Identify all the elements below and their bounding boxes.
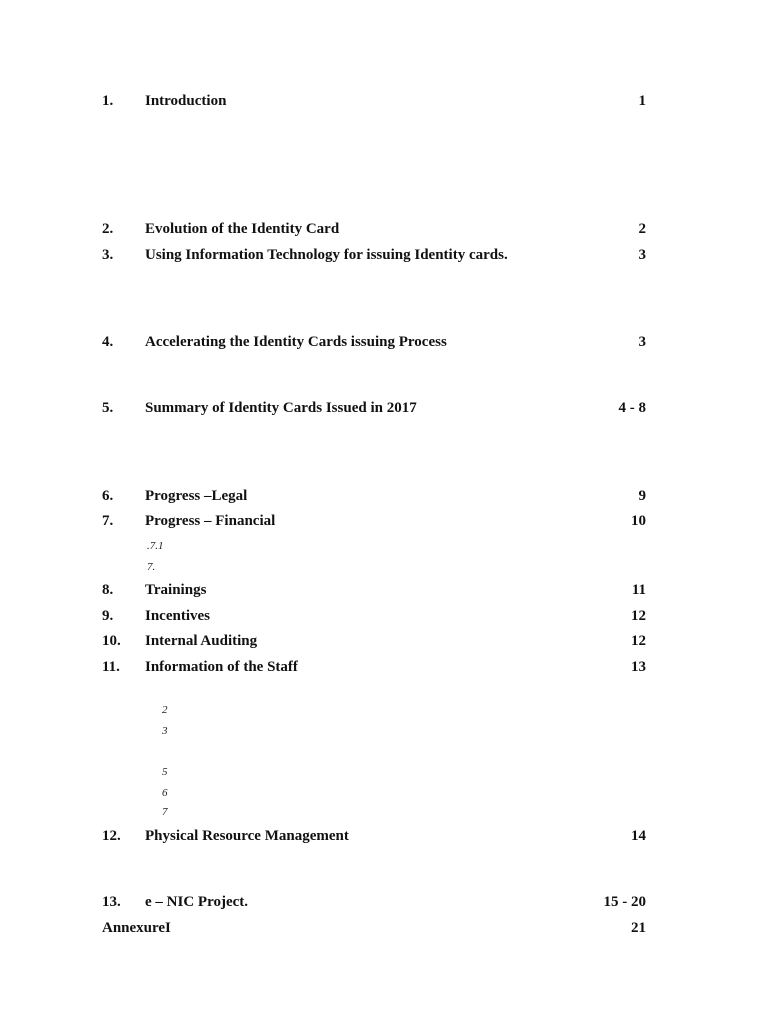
annexure-page: 21 [631, 920, 646, 936]
toc-number: 1. [102, 93, 114, 109]
toc-page: 3 [638, 334, 646, 350]
toc-page: 15 - 20 [603, 894, 646, 910]
toc-page: 12 [631, 633, 646, 649]
toc-title: Physical Resource Management [145, 828, 349, 844]
toc-title: Accelerating the Identity Cards issuing Process [145, 334, 447, 350]
toc-number: 13. [102, 894, 121, 910]
toc-page: 2 [638, 221, 646, 237]
toc-fragment: 7. [147, 561, 156, 573]
toc-title: Progress –Legal [145, 488, 248, 504]
toc-row [102, 486, 646, 506]
toc-page: 12 [631, 608, 646, 624]
toc-page: 11 [631, 582, 646, 598]
annexure-row [102, 918, 646, 938]
toc-number: 3. [102, 247, 114, 263]
toc-number: 10. [102, 633, 121, 649]
toc-title: Introduction [145, 93, 227, 109]
annexure-label: AnnexureI [102, 920, 171, 936]
toc-title: Internal Auditing [145, 633, 258, 649]
toc-page: 9 [638, 488, 646, 504]
toc-title: Using Information Technology for issuing Identity cards. [145, 247, 508, 263]
toc-row [102, 580, 646, 600]
toc-row [102, 398, 646, 418]
toc-page: 14 [631, 828, 646, 844]
toc-title: Information of the Staff [145, 659, 298, 675]
toc-row [102, 511, 646, 531]
toc-title: Summary of Identity Cards Issued in 2017 [145, 400, 417, 416]
toc-page: 4 - 8 [618, 400, 646, 416]
toc-row [102, 332, 646, 352]
toc-fragment: 3 [162, 725, 168, 737]
toc-row [102, 892, 646, 912]
toc-fragment: 5 [162, 766, 168, 778]
toc-row [102, 219, 646, 239]
toc-page: 3 [638, 247, 646, 263]
toc-number: 8. [102, 582, 114, 598]
toc-fragment: 2 [162, 704, 168, 716]
toc-number: 12. [102, 828, 121, 844]
toc-title: Incentives [145, 608, 210, 624]
toc-row [102, 606, 646, 626]
toc-page: 1 [638, 93, 646, 109]
toc-row [102, 245, 646, 265]
toc-number: 7. [102, 513, 114, 529]
toc-page: 10 [631, 513, 646, 529]
toc-page: 13 [631, 659, 646, 675]
toc-number: 5. [102, 400, 114, 416]
toc-row [102, 826, 646, 846]
toc-title: Evolution of the Identity Card [145, 221, 340, 237]
toc-title: Progress – Financial [145, 513, 276, 529]
toc-row [102, 657, 646, 677]
toc-title: e – NIC Project. [145, 894, 249, 910]
toc-row [102, 91, 646, 111]
toc-fragment: .7.1 [147, 540, 164, 552]
toc-fragment: 7 [162, 806, 168, 818]
toc-number: 6. [102, 488, 114, 504]
toc-row [102, 631, 646, 651]
toc-number: 11. [102, 659, 120, 675]
toc-fragment: 6 [162, 787, 168, 799]
toc-number: 9. [102, 608, 114, 624]
toc-number: 4. [102, 334, 114, 350]
toc-title: Trainings [145, 582, 207, 598]
toc-number: 2. [102, 221, 114, 237]
